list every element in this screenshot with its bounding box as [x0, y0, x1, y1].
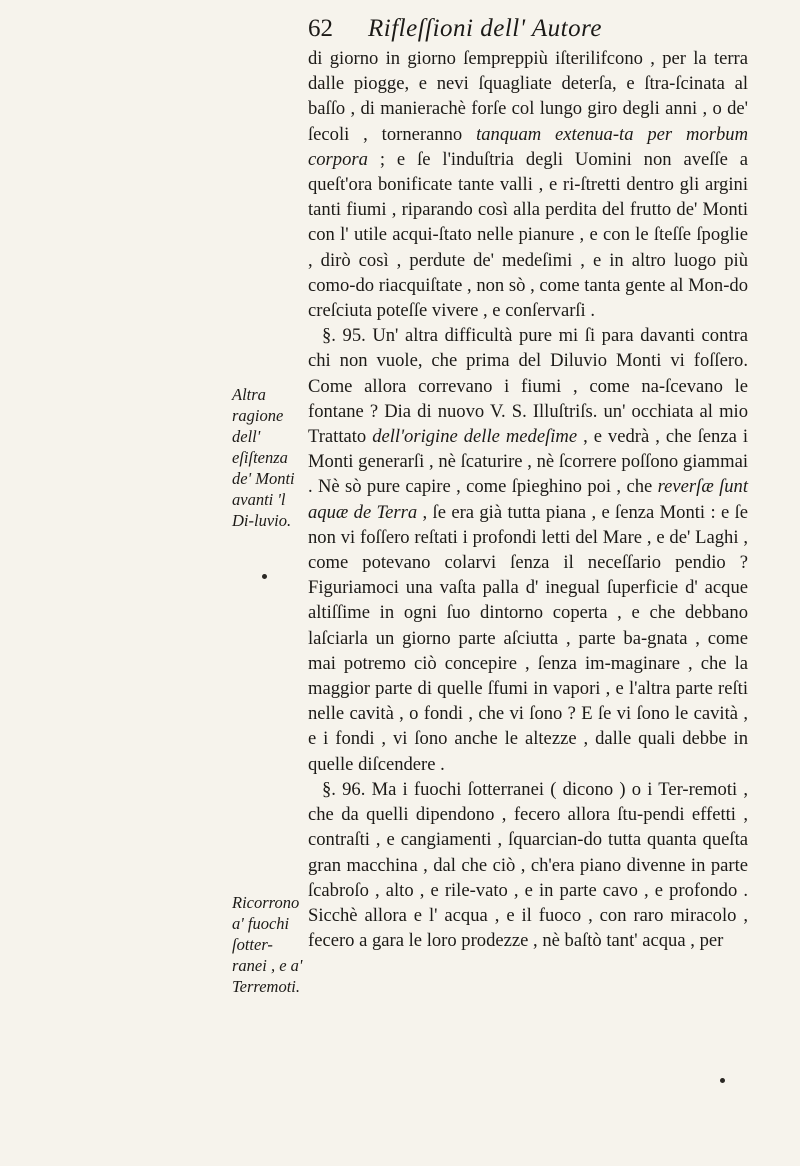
work-title: dell'origine delle medeſime [372, 426, 578, 448]
ink-speck [720, 1078, 725, 1083]
margin-note: Ricorrono a' fuochi ſotter-ranei , e a' Terremoti. [232, 893, 303, 996]
running-title: Rifleſſioni dell' Autore [368, 15, 602, 42]
margin-note: Altra ragione dell' eſiſtenza de' Monti avanti 'l Di-luvio. [232, 385, 295, 530]
paragraph: di giorno in giorno ſempreppiù iſterilifcono , per la terra dalle piogge, e nevi ſquagliate deterſa, e ſtra-ſcinata al baſſo , di manierachè forſe col lungo giro degli anni , o de' ſecoli , torneranno tanquam extenua-ta per morbum corpora ; e ſe l'induſtria degli Uomini non aveſſe a queſt'ora bonificate tante valli , e ri-ſtretti dentro gli argini tanti fiumi , riparando così alla perdita del frutto de' Monti con l' utile acqui-ſtato nelle pianure , e con le ſteſſe ſpoglie , dirò così , perdute de' medeſimi , e in altro luogo più como-do riacquiſtate , non sò , come tanta gente al Mon-do creſciuta poteſſe vivere , e conſervarſi . [308, 48, 749, 322]
catchword: per [699, 930, 724, 952]
page-header [308, 14, 708, 44]
ink-speck [262, 574, 267, 579]
latin-quote: reverſæ ſunt aquæ de Terra [308, 476, 748, 523]
paragraph: §. 95. Un' altra difficultà pure mi ſi para davanti contra chi non vuole, che prima del Diluvio Monti vi foſſero. Come allora correvano i fiumi , come na-ſcevano le fontane ? Dia di nuovo V. S. Illuſtriſs. un' occhiata al mio Trattato dell'origine delle medeſime , e vedrà , che ſenza i Monti generarſi , nè ſcaturire , nè ſcorrere poſſono giammai . Nè sò pure capire , come ſpieghino poi , che reverſæ ſunt aquæ de Terra , ſe era già tutta piana , e ſenza Monti : e ſe non vi foſſero reſtati i profondi letti del Mare , e de' Laghi , come potevano colarvi ſenza il neceſſario pendio ? Figuriamoci una vaſta palla d' inegual ſuperficie d' acque altiſſime in ogni ſuo dintorno coperta , e che debbano laſciarla un giorno parte aſciutta , parte ba-gnata , come mai potremo ciò concepire , ſenza im-maginare , che la maggior parte di quelle ſfumi in vapori , e l'altra parte reſti nelle cavità , o fondi , che vi ſono ? E ſe vi ſono le cavità , e i fondi , vi ſono anche le altezze , dalle quali debbe in quelle diſcendere . [308, 325, 748, 775]
paragraph: §. 96. Ma i fuochi ſotterranei ( dicono ) o i Ter-remoti , che da quelli dipendono , fecero allora ſtu-pendi effetti , contraſti , e cangiamenti , ſquarcian-do tutta quanta queſta gran macchina , dal che ciò , ch'era piano divenne in parte ſcabroſo , alto , e rile-vato , e in parte cavo , e profondo . Sicchè allora e l' acqua , e il fuoco , con raro miracolo , fecero a gara le loro prodezze , nè baſtò tant' acqua , per [308, 778, 748, 952]
latin-quote: tanquam extenua-ta per morbum corpora [308, 123, 749, 170]
page-number: 62 [308, 15, 333, 42]
main-text [308, 46, 748, 953]
